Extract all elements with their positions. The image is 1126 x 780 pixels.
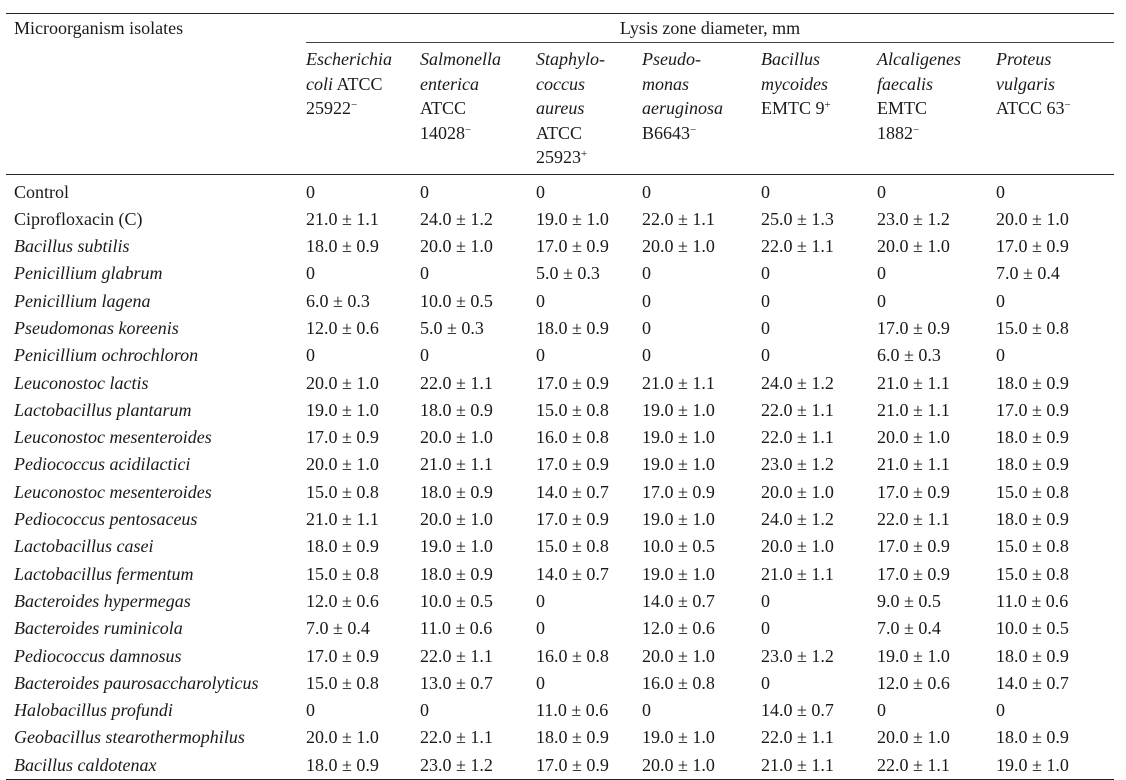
lysis-value-cell: 0 [536,290,545,311]
table-row [6,233,1114,260]
column-header-line [761,47,877,72]
table-row [6,397,1114,424]
lysis-value-cell: 15.0 ± 0.8 [536,399,609,420]
column-header-line [761,96,877,121]
isolate-name: Penicillium ochrochloron [14,345,199,366]
column-header [420,43,536,174]
lysis-value-cell: 18.0 ± 0.9 [420,563,493,584]
column-header-line [642,47,761,72]
lysis-value-cell: 21.0 ± 1.1 [642,372,715,393]
lysis-value-cell: 21.0 ± 1.1 [761,563,834,584]
isolate-name: Halobacillus profundi [14,700,173,721]
lysis-value-cell: 18.0 ± 0.9 [420,399,493,420]
lysis-value-cell: 22.0 ± 1.1 [877,752,996,780]
lysis-value-cell: 13.0 ± 0.7 [420,672,493,693]
isolate-name: Bacillus subtilis [14,236,130,257]
lysis-value-cell: 22.0 ± 1.1 [761,399,834,420]
column-header-line [877,96,996,121]
column-header-text: 14028 [420,122,465,143]
lysis-value-cell: 19.0 ± 1.0 [642,727,715,748]
lysis-value-cell: 0 [420,263,429,284]
lysis-value-cell: 20.0 ± 1.0 [996,208,1069,229]
column-header-line [306,72,420,97]
column-header-text: Proteus [996,49,1052,69]
table-row [6,451,1114,478]
lysis-value-cell: 0 [761,618,770,639]
isolate-name: Bacteroides ruminicola [14,618,183,639]
isolate-name: Control [14,181,70,202]
lysis-value-cell: 0 [761,317,770,338]
table-row [6,424,1114,451]
lysis-value-cell: 15.0 ± 0.8 [996,317,1069,338]
column-header-text: EMTC [877,98,928,118]
column-header-line [996,96,1114,121]
lysis-value-cell: 9.0 ± 0.5 [877,590,941,611]
column-header-text: 25923 [536,147,581,167]
lysis-value-cell: 0 [642,345,651,366]
isolate-name: Penicillium glabrum [14,263,163,284]
lysis-value-cell: 0 [306,181,315,202]
column-header-text: ATCC [420,98,467,118]
lysis-value-cell: 24.0 ± 1.2 [761,372,834,393]
lysis-value-cell: 15.0 ± 0.8 [306,563,379,584]
isolate-name: Lactobacillus fermentum [14,563,194,584]
lysis-value-cell: 21.0 ± 1.1 [877,454,950,475]
column-header-line [996,72,1114,97]
column-header-text: 25922 [306,98,351,118]
column-header-text: aeruginosa [642,98,723,118]
lysis-value-cell: 19.0 ± 1.0 [536,208,609,229]
column-header-line [642,121,761,146]
column-header-line [536,121,642,146]
lysis-value-cell: 20.0 ± 1.0 [306,727,379,748]
gram-stain-sup: − [1064,99,1071,111]
lysis-value-cell: 5.0 ± 0.3 [536,263,600,284]
lysis-value-cell: 11.0 ± 0.6 [420,618,493,639]
lysis-value-cell: 21.0 ± 1.1 [306,208,379,229]
lysis-value-cell: 18.0 ± 0.9 [996,509,1069,530]
lysis-value-cell: 19.0 ± 1.0 [642,454,715,475]
lysis-value-cell: 20.0 ± 1.0 [642,236,715,257]
lysis-value-cell: 17.0 ± 0.9 [877,536,950,557]
lysis-value-cell: 22.0 ± 1.1 [877,509,950,530]
lysis-value-cell: 18.0 ± 0.9 [996,645,1069,666]
column-header-line [420,96,536,121]
lysis-value-cell: 25.0 ± 1.3 [761,208,834,229]
lysis-value-cell: 20.0 ± 1.0 [642,645,715,666]
lysis-value-cell: 19.0 ± 1.0 [420,536,493,557]
lysis-value-cell: 15.0 ± 0.8 [996,536,1069,557]
lysis-value-cell: 0 [536,590,545,611]
column-header-line [306,47,420,72]
lysis-value-cell: 15.0 ± 0.8 [536,536,609,557]
column-header-text: enterica [420,73,479,94]
column-header [877,43,996,174]
lysis-value-cell: 18.0 ± 0.9 [536,317,609,338]
lysis-value-cell: 11.0 ± 0.6 [996,590,1069,611]
lysis-value-cell: 23.0 ± 1.2 [761,454,834,475]
lysis-value-cell: 0 [536,345,545,366]
lysis-value-cell: 14.0 ± 0.7 [642,590,715,611]
lysis-value-cell: 17.0 ± 0.9 [877,563,950,584]
lysis-value-cell: 19.0 ± 1.0 [642,427,715,448]
gram-stain-sup: + [581,148,588,160]
lysis-value-cell: 23.0 ± 1.2 [761,645,834,666]
table-row [6,260,1114,287]
lysis-value-cell: 0 [761,345,770,366]
isolate-name: Ciprofloxacin (C) [14,208,143,229]
column-header-line [642,96,761,121]
table-row [6,315,1114,342]
lysis-value-cell: 20.0 ± 1.0 [306,372,379,393]
lysis-value-cell: 15.0 ± 0.8 [306,481,379,502]
lysis-value-cell: 17.0 ± 0.9 [536,752,642,780]
lysis-value-cell: 18.0 ± 0.9 [420,481,493,502]
isolate-name: Pediococcus damnosus [14,645,182,666]
table-row [6,643,1114,670]
lysis-zone-table [6,13,1114,780]
lysis-value-cell: 0 [420,700,429,721]
lysis-value-cell: 19.0 ± 1.0 [642,563,715,584]
lysis-value-cell: 24.0 ± 1.2 [420,208,493,229]
lysis-value-cell: 12.0 ± 0.6 [306,317,379,338]
gram-stain-sup: − [690,123,697,136]
lysis-value-cell: 19.0 ± 1.0 [996,752,1114,780]
table-row [6,506,1114,533]
lysis-value-cell: 12.0 ± 0.6 [877,672,950,693]
column-header-text: Staphylo- [536,49,605,69]
lysis-value-cell: 0 [996,181,1005,202]
column-header-line [877,121,996,146]
table-row [6,370,1114,397]
isolate-name: Lactobacillus plantarum [14,399,192,420]
lysis-value-cell: 23.0 ± 1.2 [420,752,536,780]
lysis-value-cell: 19.0 ± 1.0 [642,509,715,530]
table-row [6,588,1114,615]
column-header-text: Alcaligenes [877,49,961,69]
column-header-line [996,47,1114,72]
column-header-text: vulgaris [996,73,1056,94]
column-header-text: coli [306,73,333,94]
lysis-value-cell: 21.0 ± 1.1 [306,509,379,530]
lysis-value-cell: 0 [642,181,651,202]
lysis-value-cell: 18.0 ± 0.9 [306,536,379,557]
lysis-value-cell: 20.0 ± 1.0 [761,481,834,502]
column-header-text: B6643 [642,122,691,143]
lysis-value-cell: 15.0 ± 0.8 [306,672,379,693]
gram-stain-sup: − [465,123,472,136]
isolate-name: Leuconostoc mesenteroides [14,427,212,448]
lysis-value-cell: 20.0 ± 1.0 [877,427,950,448]
lysis-value-cell: 12.0 ± 0.6 [306,590,379,611]
lysis-value-cell: 17.0 ± 0.9 [877,481,950,502]
lysis-value-cell: 10.0 ± 0.5 [642,536,715,557]
column-header-line [877,72,996,97]
column-header-text-rest: ATCC [333,73,383,94]
lysis-value-cell: 21.0 ± 1.1 [877,372,950,393]
lysis-value-cell: 21.0 ± 1.1 [420,454,493,475]
column-header-text: Salmonella [420,49,501,69]
stub-header: Microorganism isolates [6,14,306,174]
lysis-value-cell: 6.0 ± 0.3 [306,290,370,311]
lysis-value-cell: 20.0 ± 1.0 [877,236,950,257]
isolate-name: Lactobacillus casei [14,536,154,557]
table-row [6,561,1114,588]
isolate-name: Pediococcus acidilactici [14,454,191,475]
column-header-line [642,72,761,97]
column-header-line [536,96,642,121]
column-header-line [420,72,536,97]
lysis-value-cell: 0 [877,290,886,311]
lysis-value-cell: 18.0 ± 0.9 [996,727,1069,748]
column-header-line [420,121,536,146]
lysis-value-cell: 0 [761,290,770,311]
lysis-value-cell: 10.0 ± 0.5 [420,590,493,611]
table-row [6,752,1114,780]
lysis-value-cell: 22.0 ± 1.1 [642,208,715,229]
lysis-value-cell: 17.0 ± 0.9 [536,236,609,257]
lysis-value-cell: 23.0 ± 1.2 [877,208,950,229]
lysis-value-cell: 0 [877,263,886,284]
column-header-text: 1882 [877,122,913,143]
column-header-line [536,47,642,72]
lysis-value-cell: 12.0 ± 0.6 [642,618,715,639]
lysis-value-cell: 10.0 ± 0.5 [996,618,1069,639]
lysis-value-cell: 7.0 ± 0.4 [877,618,941,639]
lysis-value-cell: 16.0 ± 0.8 [536,427,609,448]
lysis-value-cell: 22.0 ± 1.1 [420,727,493,748]
column-header-text: coccus [536,73,585,94]
column-header-text: Escherichia [306,49,392,69]
lysis-value-cell: 6.0 ± 0.3 [877,345,941,366]
lysis-value-cell: 0 [996,290,1005,311]
lysis-value-cell: 21.0 ± 1.1 [877,399,950,420]
isolate-name: Leuconostoc mesenteroides [14,481,212,502]
lysis-value-cell: 16.0 ± 0.8 [536,645,609,666]
column-header [536,43,642,174]
lysis-value-cell: 20.0 ± 1.0 [642,752,761,780]
table-container [6,13,1114,780]
lysis-value-cell: 0 [536,181,545,202]
lysis-value-cell: 18.0 ± 0.9 [306,236,379,257]
table-row [6,724,1114,751]
column-header-line [536,145,642,170]
lysis-value-cell: 20.0 ± 1.0 [877,727,950,748]
lysis-value-cell: 0 [642,263,651,284]
table-row [6,174,1114,206]
lysis-value-cell: 14.0 ± 0.7 [996,672,1069,693]
column-header-text: ATCC 63 [996,98,1065,118]
column-header-text: Pseudo- [642,49,701,69]
table-row [6,342,1114,369]
column-header-text: monas [642,73,690,94]
lysis-value-cell: 19.0 ± 1.0 [877,645,950,666]
lysis-value-cell: 19.0 ± 1.0 [642,399,715,420]
isolate-name: Bacillus caldotenax [6,752,306,780]
table-row [6,533,1114,560]
lysis-value-cell: 22.0 ± 1.1 [761,727,834,748]
column-header-text: mycoides [761,73,828,94]
table-row [6,697,1114,724]
lysis-value-cell: 15.0 ± 0.8 [996,563,1069,584]
lysis-value-cell: 18.0 ± 0.9 [996,372,1069,393]
isolate-name: Bacteroides paurosaccharolyticus [14,672,259,693]
isolate-name: Bacteroides hypermegas [14,590,191,611]
isolate-name: Penicillium lagena [14,290,151,311]
lysis-value-cell: 20.0 ± 1.0 [420,236,493,257]
column-header-line [761,72,877,97]
lysis-value-cell: 16.0 ± 0.8 [642,672,715,693]
lysis-value-cell: 17.0 ± 0.9 [536,372,609,393]
lysis-value-cell: 17.0 ± 0.9 [306,427,379,448]
lysis-value-cell: 17.0 ± 0.9 [996,399,1069,420]
column-header [996,43,1114,174]
lysis-value-cell: 0 [420,345,429,366]
column-header-line [536,72,642,97]
lysis-value-cell: 0 [761,181,770,202]
table-row [6,615,1114,642]
lysis-value-cell: 21.0 ± 1.1 [761,752,877,780]
lysis-value-cell: 0 [536,618,545,639]
lysis-value-cell: 15.0 ± 0.8 [996,481,1069,502]
table-row [6,288,1114,315]
lysis-value-cell: 20.0 ± 1.0 [420,427,493,448]
lysis-value-cell: 20.0 ± 1.0 [420,509,493,530]
lysis-value-cell: 20.0 ± 1.0 [306,454,379,475]
gram-stain-sup: + [824,99,831,111]
lysis-value-cell: 17.0 ± 0.9 [642,481,715,502]
column-header-line [877,47,996,72]
column-header [306,43,420,174]
table-row [6,206,1114,233]
lysis-value-cell: 0 [996,345,1005,366]
table-row [6,670,1114,697]
lysis-value-cell: 14.0 ± 0.7 [761,700,834,721]
lysis-value-cell: 22.0 ± 1.1 [761,236,834,257]
lysis-value-cell: 7.0 ± 0.4 [306,618,370,639]
column-header-text: ATCC [536,122,583,143]
lysis-value-cell: 17.0 ± 0.9 [536,509,609,530]
lysis-value-cell: 11.0 ± 0.6 [536,700,609,721]
lysis-value-cell: 0 [877,700,886,721]
lysis-value-cell: 0 [877,181,886,202]
lysis-value-cell: 24.0 ± 1.2 [761,509,834,530]
isolate-name: Geobacillus stearothermophilus [14,727,245,748]
isolate-name: Pseudomonas koreenis [14,317,179,338]
column-header-line [306,96,420,121]
lysis-value-cell: 0 [761,590,770,611]
column-header-line [420,47,536,72]
lysis-value-cell: 0 [306,263,315,284]
lysis-value-cell: 0 [642,700,651,721]
lysis-value-cell: 19.0 ± 1.0 [306,399,379,420]
column-header-text: faecalis [877,73,933,94]
lysis-value-cell: 7.0 ± 0.4 [996,263,1060,284]
lysis-value-cell: 0 [642,290,651,311]
lysis-value-cell: 5.0 ± 0.3 [420,317,484,338]
table-row [6,479,1114,506]
lysis-value-cell: 20.0 ± 1.0 [761,536,834,557]
lysis-value-cell: 22.0 ± 1.1 [761,427,834,448]
span-header: Lysis zone diameter, mm [306,14,1114,43]
column-header-text: Bacillus [761,49,820,69]
lysis-value-cell: 0 [420,181,429,202]
lysis-value-cell: 10.0 ± 0.5 [420,290,493,311]
lysis-value-cell: 18.0 ± 0.9 [306,752,420,780]
lysis-value-cell: 22.0 ± 1.1 [420,372,493,393]
column-header [761,43,877,174]
lysis-value-cell: 0 [761,263,770,284]
lysis-value-cell: 0 [536,672,545,693]
table-body [6,174,1114,780]
lysis-value-cell: 0 [306,345,315,366]
column-header [642,43,761,174]
lysis-value-cell: 17.0 ± 0.9 [877,317,950,338]
lysis-value-cell: 18.0 ± 0.9 [536,727,609,748]
lysis-value-cell: 17.0 ± 0.9 [306,645,379,666]
column-header-text: EMTC 9 [761,98,825,118]
lysis-value-cell: 14.0 ± 0.7 [536,481,609,502]
lysis-value-cell: 14.0 ± 0.7 [536,563,609,584]
lysis-value-cell: 0 [761,672,770,693]
gram-stain-sup: − [913,123,920,136]
lysis-value-cell: 0 [642,317,651,338]
lysis-value-cell: 17.0 ± 0.9 [996,236,1069,257]
lysis-value-cell: 17.0 ± 0.9 [536,454,609,475]
lysis-value-cell: 18.0 ± 0.9 [996,427,1069,448]
lysis-value-cell: 0 [996,700,1005,721]
isolate-name: Pediococcus pentosaceus [14,509,198,530]
lysis-value-cell: 22.0 ± 1.1 [420,645,493,666]
lysis-value-cell: 18.0 ± 0.9 [996,454,1069,475]
column-header-text: aureus [536,98,585,118]
isolate-name: Leuconostoc lactis [14,372,149,393]
lysis-value-cell: 0 [306,700,315,721]
gram-stain-sup: − [351,99,358,111]
